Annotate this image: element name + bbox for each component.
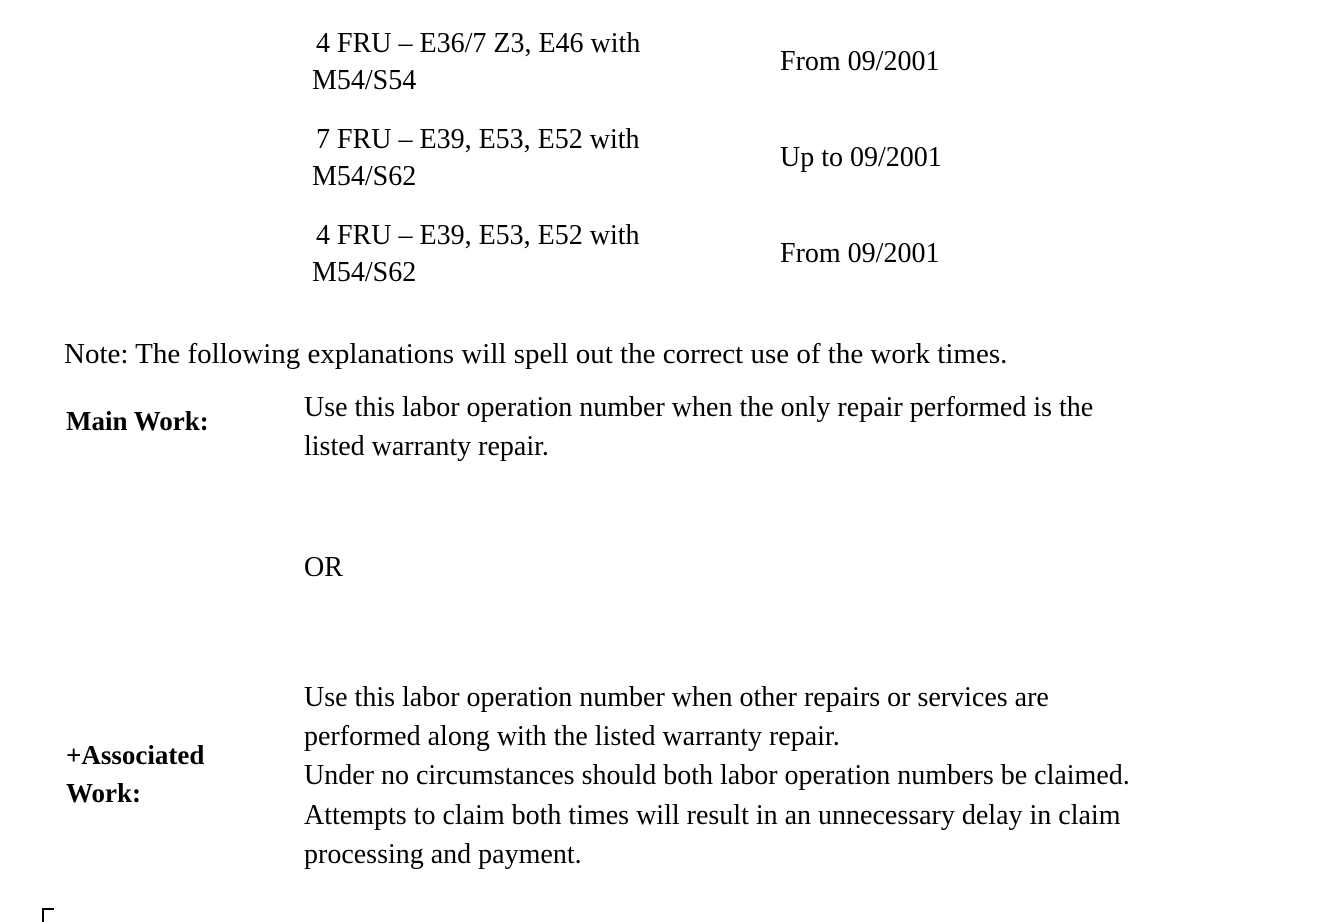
fru-model-line-1: 4 FRU – E36/7 Z3, E46 with — [316, 28, 641, 59]
fru-model-line-1: 7 FRU – E39, E53, E52 with — [316, 123, 640, 155]
table-row — [0, 122, 1344, 196]
fru-model-line-1: 4 FRU – E39, E53, E52 with — [316, 219, 640, 251]
fru-date-cell: From 09/2001 — [780, 46, 940, 77]
table-row — [0, 26, 1344, 100]
note-text: Note: The following explanations will spell out the correct use of the work times. — [64, 338, 1008, 370]
main-work-body — [304, 388, 1314, 466]
associated-work-label — [66, 678, 304, 813]
main-work-body-line-1: Use this labor operation number when the only repair performed is the — [304, 392, 1094, 423]
fru-date-cell: From 09/2001 — [780, 237, 940, 269]
page-corner-mark — [42, 908, 54, 922]
associated-work-body-line-4: Attempts to claim both times will result in an unnecessary delay in claim — [304, 799, 1121, 831]
fru-table — [0, 26, 1344, 314]
fru-date-cell: Up to 09/2001 — [780, 141, 942, 173]
fru-model-line-2: M54/S54 — [312, 64, 417, 96]
main-work-block — [66, 388, 1326, 466]
fru-model-cell — [0, 26, 700, 100]
associated-work-body-line-5: processing and payment. — [304, 838, 582, 870]
table-row — [0, 218, 1344, 292]
fru-model-cell — [0, 122, 700, 196]
main-work-body-line-2: listed warranty repair. — [304, 431, 549, 463]
associated-work-label-line-2: Work: — [66, 778, 142, 809]
associated-work-body-line-1: Use this labor operation number when other repairs or services are — [304, 682, 1049, 713]
associated-work-block — [66, 678, 1336, 874]
fru-model-cell — [0, 218, 700, 292]
or-separator: OR — [304, 552, 343, 583]
associated-work-body — [304, 678, 1334, 874]
associated-work-body-line-3: Under no circumstances should both labor operation numbers be claimed. — [304, 760, 1130, 792]
fru-model-line-2: M54/S62 — [312, 256, 417, 288]
main-work-label: Main Work: — [66, 406, 209, 436]
associated-work-label-line-1: +Associated — [66, 740, 205, 770]
associated-work-body-line-2: performed along with the listed warranty repair. — [304, 721, 840, 753]
fru-model-line-2: M54/S62 — [312, 160, 417, 192]
